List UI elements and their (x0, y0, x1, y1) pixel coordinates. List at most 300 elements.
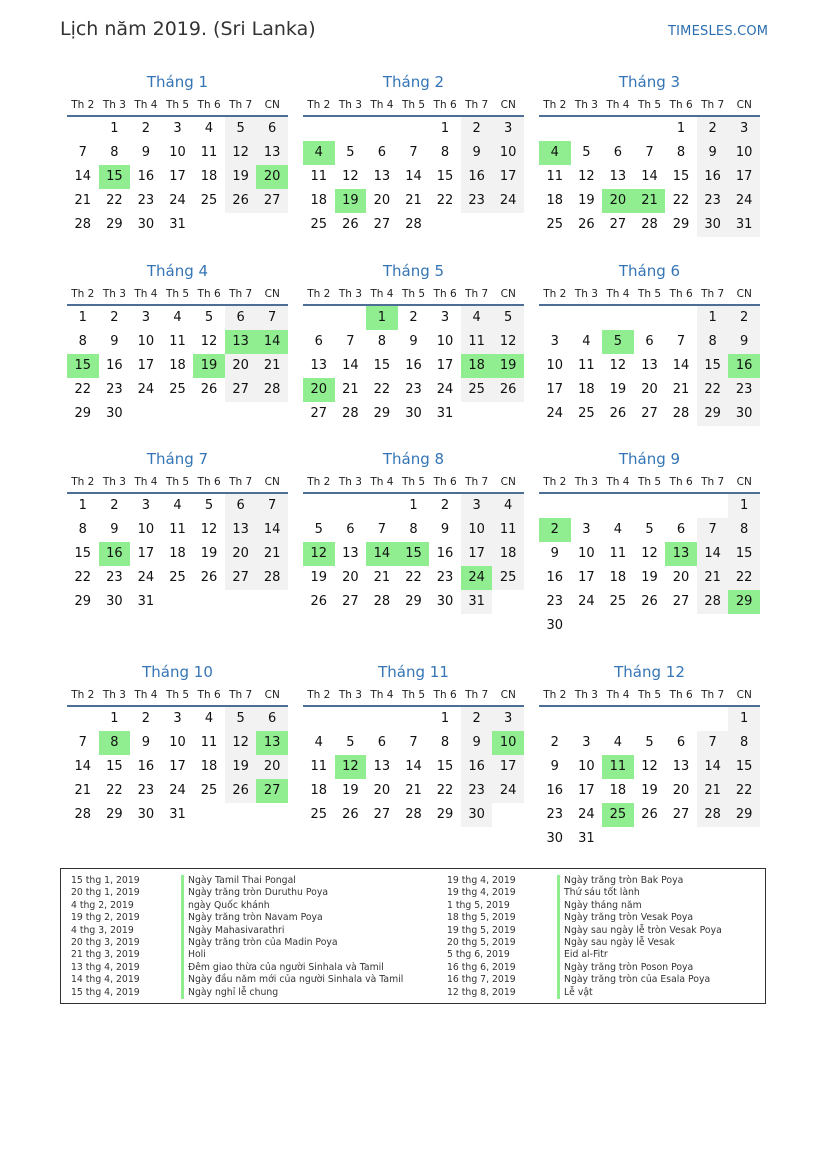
day-cell: 21 (697, 779, 729, 803)
day-cell: 26 (641, 594, 658, 609)
day-cell: 25 (310, 217, 328, 232)
day-cell: 14 (74, 759, 92, 774)
day-cell: 13 (373, 169, 391, 184)
holiday-day-cell: 20 (303, 378, 335, 402)
day-cell: 2 (440, 498, 450, 513)
legend-row (71, 912, 323, 925)
day-cell: 17 (492, 165, 524, 189)
day-cell: 3 (141, 310, 151, 325)
legend-date: 14 thg 4, 2019 (71, 974, 140, 986)
day-cell: 23 (137, 193, 155, 208)
day-cell: 11 (310, 759, 328, 774)
day-cell: 17 (492, 755, 524, 779)
holiday-day-cell: 13 (225, 330, 257, 354)
weekday-label: Th 3 (574, 288, 598, 300)
day-cell: 5 (582, 145, 591, 160)
holiday-day-cell: 20 (602, 189, 634, 213)
day-cell: 10 (578, 759, 595, 774)
empty-cell (303, 306, 335, 330)
legend-holiday-name: Ngày trăng tròn Vesak Poya (557, 912, 693, 925)
empty-cell (366, 707, 398, 731)
month-name: Tháng 11 (378, 663, 449, 681)
day-cell: 21 (256, 542, 288, 566)
legend-date: 19 thg 5, 2019 (447, 924, 516, 936)
holiday-day-cell: 15 (398, 542, 430, 566)
day-grid (303, 306, 524, 426)
month-calendar (303, 261, 524, 426)
day-cell: 14 (697, 542, 729, 566)
day-cell: 5 (492, 306, 524, 330)
weekday-label: Th 3 (102, 99, 126, 111)
day-cell: 22 (106, 783, 123, 798)
day-cell: 14 (256, 518, 288, 542)
empty-cell (539, 117, 571, 141)
legend-row (71, 962, 384, 975)
day-cell: 28 (373, 594, 391, 609)
holiday-day-cell: 14 (256, 330, 288, 354)
day-cell: 23 (461, 779, 493, 803)
day-cell: 1 (110, 121, 119, 136)
day-cell: 1 (440, 121, 450, 136)
legend-date: 20 thg 5, 2019 (447, 937, 516, 948)
empty-cell (602, 117, 634, 141)
holiday-day-cell: 4 (539, 141, 571, 165)
day-cell: 25 (578, 406, 595, 421)
day-cell: 31 (578, 831, 595, 846)
legend-row (71, 974, 403, 987)
empty-cell (256, 213, 288, 237)
weekday-label: Th 2 (307, 99, 331, 111)
weekday-label: CN (736, 288, 752, 300)
weekday-label: CN (264, 689, 280, 701)
empty-cell (539, 707, 571, 731)
day-cell: 20 (672, 570, 690, 585)
weekday-label: Th 3 (574, 99, 598, 111)
empty-cell (303, 707, 335, 731)
day-cell: 4 (461, 306, 493, 330)
day-cell: 27 (609, 217, 627, 232)
day-cell: 7 (409, 735, 418, 750)
weekday-label: Th 7 (229, 476, 253, 488)
holiday-day-cell: 12 (303, 542, 335, 566)
day-cell: 29 (672, 217, 690, 232)
month-name: Tháng 4 (146, 262, 209, 280)
day-cell: 9 (461, 141, 493, 165)
holiday-day-cell: 5 (602, 330, 634, 354)
day-cell: 12 (200, 334, 218, 349)
day-cell: 5 (346, 145, 355, 160)
day-grid (67, 494, 288, 614)
holiday-day-cell: 21 (634, 189, 666, 213)
day-cell: 22 (672, 193, 690, 208)
day-cell: 5 (225, 707, 257, 731)
empty-cell (67, 707, 99, 731)
legend-row (447, 987, 593, 1000)
day-grid (67, 707, 288, 827)
weekday-label: Th 2 (307, 288, 331, 300)
empty-cell (665, 614, 697, 638)
weekday-label: CN (500, 689, 516, 701)
day-cell: 31 (436, 406, 454, 421)
day-cell: 10 (461, 518, 493, 542)
empty-cell (303, 117, 335, 141)
day-cell: 24 (137, 570, 155, 585)
day-cell: 15 (436, 169, 454, 184)
day-cell: 6 (645, 334, 654, 349)
month-name: Tháng 5 (382, 262, 445, 280)
legend-date: 13 thg 4, 2019 (71, 961, 140, 973)
day-cell: 10 (169, 145, 186, 160)
day-cell: 25 (200, 783, 218, 798)
weekday-label: Th 4 (370, 99, 394, 111)
legend-row (447, 937, 675, 950)
day-cell: 28 (256, 566, 288, 590)
month-name: Tháng 9 (618, 450, 681, 468)
weekday-label: CN (500, 288, 516, 300)
day-cell: 24 (492, 779, 524, 803)
day-cell: 28 (342, 406, 359, 421)
day-cell: 22 (74, 570, 92, 585)
day-cell: 25 (169, 570, 186, 585)
month-calendar (67, 662, 288, 827)
day-cell: 12 (578, 169, 595, 184)
day-cell: 6 (225, 306, 257, 330)
legend-date: 21 thg 3, 2019 (71, 949, 140, 961)
legend-date: 15 thg 1, 2019 (71, 875, 140, 886)
month-calendar (67, 261, 288, 426)
empty-cell (665, 827, 697, 851)
day-cell: 26 (200, 570, 218, 585)
legend-row (71, 887, 328, 900)
empty-cell (571, 614, 603, 638)
legend-row (71, 925, 284, 938)
day-cell: 9 (440, 522, 450, 537)
day-cell: 23 (106, 382, 123, 397)
month-name: Tháng 8 (382, 450, 445, 468)
day-cell: 4 (173, 498, 182, 513)
weekday-label: Th 6 (197, 689, 221, 701)
empty-cell (602, 306, 634, 330)
legend-date: 12 thg 8, 2019 (447, 986, 516, 998)
holiday-day-cell: 16 (99, 542, 131, 566)
day-cell: 26 (200, 382, 218, 397)
day-cell: 4 (613, 735, 623, 750)
day-cell: 14 (641, 169, 658, 184)
empty-cell (665, 494, 697, 518)
legend-holiday-name: Lễ vật (557, 987, 593, 1000)
day-cell: 25 (492, 566, 524, 590)
day-cell: 4 (582, 334, 591, 349)
empty-cell (335, 117, 367, 141)
day-cell: 10 (137, 334, 155, 349)
holiday-day-cell: 19 (193, 354, 225, 378)
day-cell: 20 (373, 783, 391, 798)
day-cell: 13 (609, 169, 627, 184)
day-cell: 23 (436, 570, 454, 585)
day-cell: 18 (578, 382, 595, 397)
day-cell: 1 (409, 498, 418, 513)
day-cell: 11 (200, 735, 218, 750)
day-cell: 8 (377, 334, 387, 349)
legend-row (71, 987, 278, 1000)
day-cell: 17 (436, 358, 454, 373)
day-cell: 19 (225, 165, 257, 189)
day-cell: 8 (728, 518, 760, 542)
day-cell: 29 (373, 406, 391, 421)
weekday-label: Th 2 (543, 288, 567, 300)
day-cell: 21 (697, 566, 729, 590)
day-cell: 19 (200, 546, 218, 561)
weekday-header (539, 470, 760, 494)
day-cell: 10 (728, 141, 760, 165)
empty-cell (162, 402, 194, 426)
day-cell: 7 (346, 334, 355, 349)
day-cell: 8 (409, 522, 418, 537)
weekday-label: Th 7 (229, 99, 253, 111)
empty-cell (634, 707, 666, 731)
day-cell: 17 (578, 570, 595, 585)
day-cell: 10 (436, 334, 454, 349)
holiday-day-cell: 19 (335, 189, 367, 213)
month-name: Tháng 10 (142, 663, 213, 681)
legend-date: 4 thg 3, 2019 (71, 924, 134, 936)
month-name: Tháng 1 (146, 73, 209, 91)
day-cell: 31 (169, 807, 186, 822)
day-cell: 19 (641, 570, 658, 585)
day-cell: 14 (697, 755, 729, 779)
weekday-header (539, 282, 760, 306)
site-link[interactable]: TIMESLES.COM (668, 24, 769, 39)
day-cell: 16 (461, 165, 493, 189)
empty-cell (366, 117, 398, 141)
day-cell: 1 (440, 711, 450, 726)
day-cell: 21 (672, 382, 690, 397)
legend-row (447, 912, 693, 925)
day-cell: 22 (697, 378, 729, 402)
empty-cell (539, 306, 571, 330)
legend-row (447, 974, 710, 987)
day-cell: 25 (310, 807, 328, 822)
holiday-day-cell: 10 (492, 731, 524, 755)
weekday-label: Th 5 (637, 476, 662, 488)
day-cell: 12 (200, 522, 218, 537)
weekday-label: Th 7 (701, 689, 725, 701)
empty-cell (571, 707, 603, 731)
empty-cell (602, 707, 634, 731)
day-cell: 10 (169, 735, 186, 750)
empty-cell (256, 590, 288, 614)
day-cell: 31 (728, 213, 760, 237)
day-cell: 1 (78, 310, 87, 325)
day-cell: 28 (697, 590, 729, 614)
weekday-label: Th 2 (71, 288, 95, 300)
empty-cell (697, 707, 729, 731)
empty-cell (256, 803, 288, 827)
empty-cell (728, 614, 760, 638)
day-cell: 15 (697, 354, 729, 378)
empty-cell (335, 306, 367, 330)
legend-holiday-name: Ngày tháng năm (557, 900, 642, 913)
day-cell: 23 (697, 189, 729, 213)
day-cell: 18 (310, 193, 328, 208)
weekday-header (303, 470, 524, 494)
day-cell: 30 (461, 803, 493, 827)
legend-date: 16 thg 6, 2019 (447, 961, 516, 973)
legend-holiday-name: Ngày đầu năm mới của người Sinhala và Tamil (181, 974, 403, 987)
weekday-label: Th 6 (433, 476, 457, 488)
weekday-label: Th 3 (102, 288, 126, 300)
legend-holiday-name: Ngày trăng tròn Bak Poya (557, 875, 683, 888)
holiday-day-cell: 12 (335, 755, 367, 779)
day-cell: 24 (169, 783, 186, 798)
empty-cell (697, 827, 729, 851)
weekday-label: Th 6 (197, 288, 221, 300)
day-cell: 22 (728, 779, 760, 803)
weekday-label: Th 2 (543, 476, 567, 488)
month-name: Tháng 12 (614, 663, 685, 681)
legend-holiday-name: Ngày trăng tròn Duruthu Poya (181, 887, 328, 900)
month-calendar (539, 662, 760, 851)
day-grid (539, 306, 760, 426)
day-cell: 3 (461, 494, 493, 518)
legend-row (447, 949, 608, 962)
weekday-label: Th 5 (637, 689, 662, 701)
day-cell: 2 (697, 117, 729, 141)
day-cell: 6 (676, 735, 686, 750)
day-grid (67, 306, 288, 426)
day-cell: 29 (405, 594, 422, 609)
day-cell: 21 (74, 783, 92, 798)
empty-cell (256, 402, 288, 426)
day-cell: 3 (728, 117, 760, 141)
day-cell: 5 (645, 735, 654, 750)
month-name: Tháng 7 (146, 450, 209, 468)
day-cell: 8 (728, 731, 760, 755)
day-cell: 24 (137, 382, 155, 397)
day-cell: 28 (405, 807, 422, 822)
day-cell: 8 (440, 145, 450, 160)
day-grid (303, 707, 524, 827)
day-cell: 26 (225, 779, 257, 803)
day-cell: 22 (373, 382, 391, 397)
day-cell: 15 (728, 542, 760, 566)
empty-cell (571, 117, 603, 141)
day-cell: 6 (377, 735, 387, 750)
day-cell: 20 (641, 382, 658, 397)
weekday-label: Th 5 (165, 288, 190, 300)
weekday-header (303, 683, 524, 707)
weekday-label: Th 4 (606, 288, 630, 300)
day-cell: 20 (225, 542, 257, 566)
day-cell: 24 (728, 189, 760, 213)
day-cell: 16 (546, 783, 564, 798)
holiday-day-cell: 8 (99, 731, 131, 755)
day-cell: 16 (137, 759, 155, 774)
day-cell: 24 (492, 189, 524, 213)
day-cell: 3 (440, 310, 450, 325)
weekday-label: Th 7 (701, 288, 725, 300)
empty-cell (398, 707, 430, 731)
day-cell: 30 (137, 217, 155, 232)
day-cell: 20 (373, 193, 391, 208)
weekday-label: Th 5 (401, 288, 426, 300)
empty-cell (335, 494, 367, 518)
day-cell: 24 (169, 193, 186, 208)
day-cell: 6 (256, 707, 288, 731)
day-cell: 12 (492, 330, 524, 354)
day-cell: 2 (409, 310, 418, 325)
weekday-label: Th 3 (338, 689, 362, 701)
empty-cell (366, 494, 398, 518)
empty-cell (571, 306, 603, 330)
legend-holiday-name: Ngày Tamil Thai Pongal (181, 875, 296, 888)
day-cell: 13 (225, 518, 257, 542)
weekday-label: Th 6 (433, 689, 457, 701)
day-cell: 29 (728, 803, 760, 827)
day-cell: 11 (546, 169, 564, 184)
day-cell: 27 (672, 594, 690, 609)
day-cell: 9 (110, 334, 119, 349)
day-cell: 17 (169, 169, 186, 184)
day-cell: 22 (405, 570, 422, 585)
weekday-label: Th 2 (307, 476, 331, 488)
legend-holiday-name: Ngày trăng tròn của Madin Poya (181, 937, 338, 950)
weekday-label: Th 7 (465, 99, 489, 111)
day-grid (539, 707, 760, 851)
day-cell: 13 (342, 546, 359, 561)
day-cell: 17 (169, 759, 186, 774)
day-cell: 26 (641, 807, 658, 822)
legend-date: 19 thg 4, 2019 (447, 875, 516, 886)
weekday-label: Th 7 (465, 288, 489, 300)
empty-cell (225, 213, 257, 237)
day-cell: 21 (74, 193, 92, 208)
day-cell: 12 (609, 358, 627, 373)
empty-cell (728, 827, 760, 851)
page-title: Lịch năm 2019. (Sri Lanka) (60, 18, 316, 40)
day-cell: 4 (492, 494, 524, 518)
day-cell: 1 (110, 711, 119, 726)
day-cell: 3 (582, 522, 591, 537)
weekday-header (303, 93, 524, 117)
day-cell: 14 (405, 169, 422, 184)
day-cell: 12 (641, 546, 658, 561)
day-cell: 7 (676, 334, 686, 349)
day-cell: 7 (78, 735, 87, 750)
day-cell: 13 (641, 358, 658, 373)
empty-cell (492, 590, 524, 614)
empty-cell (225, 402, 257, 426)
weekday-header (303, 282, 524, 306)
day-cell: 7 (697, 731, 729, 755)
empty-cell (492, 213, 524, 237)
empty-cell (492, 803, 524, 827)
day-cell: 30 (697, 213, 729, 237)
day-cell: 2 (141, 711, 151, 726)
weekday-header (539, 683, 760, 707)
weekday-label: Th 7 (465, 689, 489, 701)
day-cell: 6 (225, 494, 257, 518)
day-cell: 9 (110, 522, 119, 537)
legend-date: 20 thg 3, 2019 (71, 937, 140, 948)
day-cell: 17 (137, 546, 155, 561)
day-cell: 2 (461, 707, 493, 731)
weekday-label: Th 3 (338, 99, 362, 111)
weekday-label: Th 4 (606, 689, 630, 701)
day-cell: 5 (204, 498, 214, 513)
legend-date: 4 thg 2, 2019 (71, 899, 134, 911)
day-cell: 1 (78, 498, 87, 513)
